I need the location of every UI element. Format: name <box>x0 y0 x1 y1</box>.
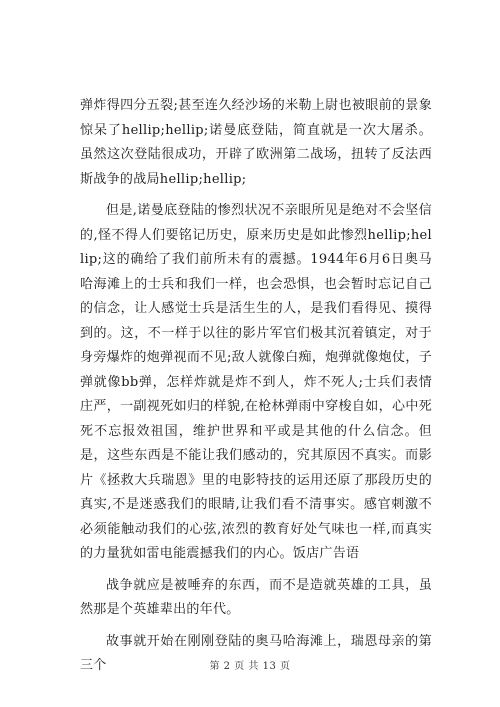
paragraph: 弹炸得四分五裂;甚至连久经沙场的米勒上尉也被眼前的景象惊呆了hellip;hellip;诺曼底登陆，简直就是一次大屠杀。虽然这次登陆很成功，开辟了欧洲第二战场，扭转了反法西斯战争的战局hellip;hellip; <box>80 98 432 187</box>
document-body <box>80 94 432 686</box>
page-number-footer: 第 2 页 共 13 页 <box>209 661 291 672</box>
paragraph: 但是,诺曼底登陆的惨烈状况不亲眼所见是绝对不会坚信的,怪不得人们要铭记历史，原来历史是如此惨烈hellip;hellip;这的确给了我们前所未有的震撼。1944年6月6日奥马哈海滩上的士兵和我们一样，也会恐惧，也会暂时忘记自己的信念，让人感觉士兵是活生生的人，是我们看得见、摸得到的。这，不一样于以往的影片军官们极其沉着镇定，对于身旁爆炸的炮弹视而不见;敌人就像白痴，炮弹就像炮仗，子弹就像bb弹，怎样炸就是炸不到人，炸不死人;士兵们表情庄严，一副视死如归的样貌,在枪林弹雨中穿梭自如，心中死死不忘报效祖国，维护世界和平或是其他的什么信念。但是，这些东西是不能让我们感动的，究其原因不真实。而影片《拯救大兵瑞恩》里的电影特技的运用还原了那段历史的真实,不是迷惑我们的眼睛,让我们看不清事实。感官刺激不必须能触动我们的心弦,浓烈的教育好处气味也一样,而真实的力量犹如雷电能震撼我们的内心。饭店广告语 <box>80 203 432 561</box>
paragraph: 故事就开始在刚刚登陆的奥马哈海滩上，瑞恩母亲的第三个 <box>80 633 432 673</box>
paragraph: 战争就应是被唾弃的东西，而不是造就英雄的工具，虽然那是个英雄辈出的年代。 <box>80 577 432 617</box>
